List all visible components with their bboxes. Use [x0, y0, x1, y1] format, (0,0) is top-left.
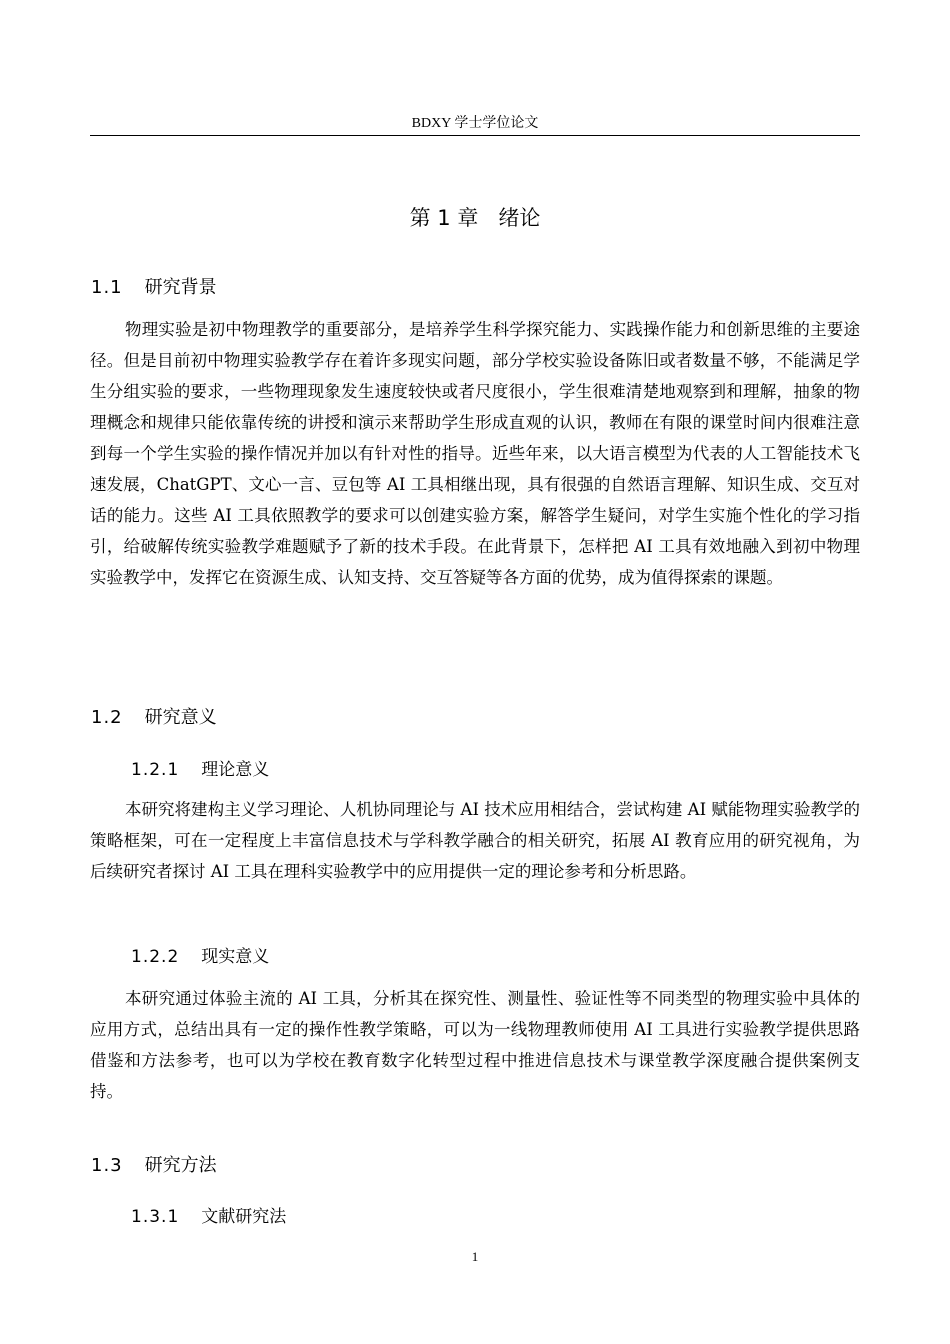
subsection-number: 1.2.1 — [131, 760, 180, 780]
section-heading-1-3 — [91, 1153, 217, 1179]
body-paragraph-background: 物理实验是初中物理教学的重要部分，是培养学生科学探究能力、实践操作能力和创新思维的主要途径。但是目前初中物理实验教学存在着许多现实问题，部分学校实验设备陈旧或者数量不够，不能满足学生分组实验的要求，一些物理现象发生速度较快或者尺度很小，学生很难清楚地观察到和理解，抽象的物理概念和规律只能依靠传统的讲授和演示来帮助学生形成直观的认识，教师在有限的课堂时间内很难注意到每一个学生实验的操作情况并加以有针对性的指导。近些年来，以大语言模型为代表的人工智能技术飞速发展，ChatGPT、文心一言、豆包等 AI 工具相继出现，具有很强的自然语言理解、知识生成、交互对话的能力。这些 AI 工具依照教学的要求可以创建实验方案，解答学生疑问，对学生实施个性化的学习指引，给破解传统实验教学难题赋予了新的技术手段。在此背景下，怎样把 AI 工具有效地融入到初中物理实验教学中，发挥它在资源生成、认知支持、交互答疑等各方面的优势，成为值得探索的课题。 — [90, 320, 860, 587]
subsection-title: 现实意义 — [201, 947, 270, 967]
chapter-title: 第 1 章 绪论 — [409, 206, 541, 230]
subsection-number: 1.3.1 — [131, 1207, 180, 1227]
subsection-number: 1.2.2 — [131, 947, 180, 967]
page-number: 1 — [471, 1249, 479, 1264]
header-rule — [90, 135, 860, 136]
section-number: 1.3 — [91, 1155, 123, 1176]
section-heading-1-1 — [91, 275, 217, 301]
body-paragraph-practical: 本研究通过体验主流的 AI 工具，分析其在探究性、测量性、验证性等不同类型的物理实验中具体的应用方式，总结出具有一定的操作性教学策略，可以为一线物理教师使用 AI 工具进行实验教学提供思路借鉴和方法参考，也可以为学校在教育数字化转型过程中推进信息技术与课堂教学深度融合提供案例支持。 — [90, 989, 860, 1101]
running-header: BDXY 学士学位论文 — [411, 116, 539, 131]
section-heading-1-2 — [91, 705, 217, 731]
subsection-heading-1-3-1 — [131, 1205, 286, 1229]
subsection-heading-1-2-2 — [131, 945, 269, 969]
body-paragraph-theoretical: 本研究将建构主义学习理论、人机协同理论与 AI 技术应用相结合，尝试构建 AI 赋能物理实验教学的策略框架，可在一定程度上丰富信息技术与学科教学融合的相关研究，拓展 AI 教育应用的研究视角，为后续研究者探讨 AI 工具在理科实验教学中的应用提供一定的理论参考和分析思路。 — [90, 800, 860, 881]
section-number: 1.2 — [91, 707, 123, 728]
subsection-heading-1-2-1 — [131, 758, 269, 782]
section-title: 研究意义 — [144, 707, 217, 728]
section-title: 研究背景 — [144, 277, 217, 298]
section-number: 1.1 — [91, 277, 123, 298]
subsection-title: 文献研究法 — [201, 1207, 287, 1227]
subsection-title: 理论意义 — [201, 760, 270, 780]
section-title: 研究方法 — [144, 1155, 217, 1176]
